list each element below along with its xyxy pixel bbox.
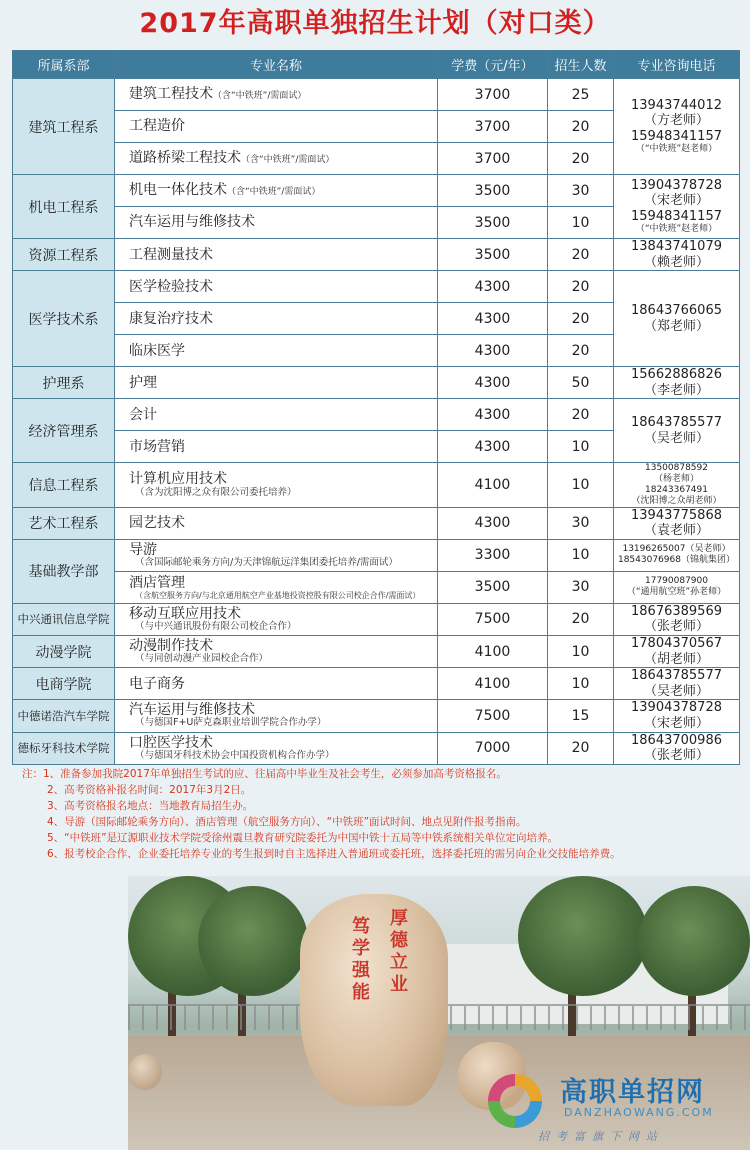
phone-contact: （“中铁班”赵老师） [635, 144, 718, 155]
dept-cell: 经济管理系 [13, 399, 115, 463]
major-cell [115, 603, 438, 635]
phone-line [614, 555, 739, 566]
count-cell: 10 [548, 431, 614, 463]
table-row [13, 399, 740, 431]
count-cell: 30 [548, 571, 614, 603]
major-cell: 园艺技术 [115, 507, 438, 539]
tree [198, 886, 308, 996]
fee-cell: 4300 [438, 271, 548, 303]
table-row [13, 571, 740, 603]
table-row [13, 175, 740, 207]
table-row [13, 603, 740, 635]
phone-contact: （“中铁班”赵老师） [635, 224, 718, 235]
major-subnote: （与同创动漫产业园校企合作） [135, 653, 269, 665]
count-cell: 20 [548, 271, 614, 303]
phone-cell [614, 635, 740, 667]
major-cell: 医学检验技术 [115, 271, 438, 303]
table-row [13, 507, 740, 539]
fee-cell: 3500 [438, 207, 548, 239]
phone-cell [614, 239, 740, 271]
fee-cell: 4100 [438, 463, 548, 507]
major-name: 汽车运用与维修技术 [129, 702, 255, 719]
phone-contact: （吴老师） [685, 544, 731, 555]
fee-cell: 3300 [438, 539, 548, 571]
small-rock [128, 1054, 162, 1090]
count-cell: 20 [548, 399, 614, 431]
fee-cell: 3500 [438, 571, 548, 603]
major-subnote: （含国际邮轮乘务方向/为天津锦航远洋集团委托培养/需面试） [135, 556, 398, 568]
phone-contact: （杨老师） [653, 474, 699, 485]
phone-number: 18643700986 [631, 732, 722, 748]
phone-contact: （李老师） [643, 382, 709, 398]
dept-cell: 护理系 [13, 367, 115, 399]
phone-cell [614, 399, 740, 463]
note-line: 6、报考校企合作、企业委托培养专业的考生报到时自主选择进入普通班或委托班，选择委托班的需另向企业交技能培养费。 [47, 848, 621, 860]
dept-cell: 机电工程系 [13, 175, 115, 239]
count-cell: 25 [548, 79, 614, 111]
fee-cell: 4100 [438, 635, 548, 667]
fee-cell: 4300 [438, 399, 548, 431]
count-cell: 10 [548, 207, 614, 239]
phone-number: 15948341157 [631, 208, 722, 224]
major-cell [115, 79, 438, 111]
major-name: 机电一体化技术 [129, 182, 227, 199]
count-cell: 10 [548, 635, 614, 667]
count-cell: 20 [548, 335, 614, 367]
rock-inscription-left: 笃学强能 [349, 916, 370, 1004]
phone-cell [614, 539, 740, 571]
major-cell: 汽车运用与维修技术 [115, 207, 438, 239]
dept-cell: 中兴通讯信息学院 [13, 603, 115, 635]
major-subnote: （含为沈阳博之众有限公司委托培养） [135, 486, 297, 498]
dept-cell: 电商学院 [13, 668, 115, 700]
phone-cell [614, 603, 740, 635]
site-logo[interactable] [478, 1066, 748, 1150]
fee-cell: 4300 [438, 303, 548, 335]
phone-cell [614, 571, 740, 603]
phone-contact: （郑老师） [643, 318, 709, 334]
major-note: （含“中铁班”/需面试） [241, 155, 335, 166]
dept-cell: 基础教学部 [13, 539, 115, 603]
major-subnote: （与中兴通讯股份有限公司校企合作） [135, 620, 297, 632]
logo-name: 高职单招网 [560, 1077, 705, 1108]
dept-cell: 动漫学院 [13, 635, 115, 667]
rock-inscription-right: 厚德立业 [387, 908, 408, 996]
major-cell: 工程测量技术 [115, 239, 438, 271]
table-row [13, 700, 740, 732]
phone-number: 18643785577 [631, 668, 722, 684]
table-row [13, 539, 740, 571]
header-count: 招生人数 [548, 51, 614, 79]
phone-contact: （方老师） [643, 113, 709, 129]
count-cell: 30 [548, 507, 614, 539]
phone-number: 17790087900 [645, 576, 708, 587]
phone-number: 13843741079 [631, 239, 722, 254]
major-name: 道路桥梁工程技术 [129, 150, 241, 167]
major-cell: 电子商务 [115, 668, 438, 700]
phone-number: 18643785577 [631, 415, 722, 431]
note-line: 3、高考资格报名地点：当地教育局招生办。 [47, 800, 254, 812]
tree [638, 886, 750, 996]
dept-cell: 医学技术系 [13, 271, 115, 367]
phone-number: 15948341157 [631, 128, 722, 144]
major-name: 移动互联应用技术 [129, 605, 241, 622]
note-line: 2、高考资格补报名时间：2017年3月2日。 [47, 784, 252, 796]
logo-slogan: 招考富旗下网站 [538, 1130, 664, 1143]
fee-cell: 3700 [438, 143, 548, 175]
table-row [13, 79, 740, 111]
major-note: （含“中铁班”/需面试） [227, 187, 321, 198]
major-name: 酒店管理 [129, 574, 185, 591]
major-name: 建筑工程技术 [129, 86, 213, 103]
table-row [13, 732, 740, 764]
major-cell [115, 700, 438, 732]
phone-cell [614, 507, 740, 539]
dept-cell: 中德诺浩汽车学院 [13, 700, 115, 732]
logo-domain: DANZHAOWANG.COM [564, 1106, 714, 1119]
major-name: 计算机应用技术 [129, 471, 227, 488]
phone-cell [614, 463, 740, 507]
count-cell: 30 [548, 175, 614, 207]
phone-cell [614, 175, 740, 239]
phone-contact: （吴老师） [643, 683, 709, 699]
major-cell [115, 635, 438, 667]
header-fee: 学费（元/年） [438, 51, 548, 79]
major-name: 动漫制作技术 [129, 638, 213, 655]
count-cell: 20 [548, 303, 614, 335]
phone-number: 13196265007 [622, 544, 686, 555]
major-cell: 会计 [115, 399, 438, 431]
phone-contact: （吴老师） [643, 430, 709, 446]
phone-cell [614, 732, 740, 764]
phone-number: 18676389569 [631, 603, 722, 619]
swirl-logo-icon [484, 1070, 546, 1132]
dept-cell: 艺术工程系 [13, 507, 115, 539]
count-cell: 50 [548, 367, 614, 399]
phone-number: 15662886826 [631, 367, 722, 383]
major-subnote: （含航空服务方向/与北京通用航空产业基地投资控股有限公司校企合作/需面试） [135, 590, 421, 600]
phone-cell [614, 271, 740, 367]
major-cell: 市场营销 [115, 431, 438, 463]
phone-number: 13904378728 [631, 177, 722, 193]
major-cell [115, 571, 438, 603]
inscribed-rock [300, 894, 448, 1106]
phone-cell [614, 79, 740, 175]
dept-cell: 德标牙科技术学院 [13, 732, 115, 764]
count-cell: 20 [548, 111, 614, 143]
phone-cell [614, 367, 740, 399]
fee-cell: 4100 [438, 668, 548, 700]
count-cell: 20 [548, 603, 614, 635]
major-cell [115, 175, 438, 207]
phone-cell [614, 700, 740, 732]
tree [518, 876, 648, 996]
phone-number: 13943775868 [631, 507, 722, 523]
phone-contact: （“通用航空班”孙老师） [626, 587, 727, 598]
note-line: 注：1、准备参加我院2017年单独招生考试的应、往届高中毕业生及社会考生，必须参加高考资格报名。 [22, 768, 507, 780]
phone-number: 13904378728 [631, 700, 722, 716]
table-row [13, 668, 740, 700]
phone-contact: （沈阳博之众胡老师） [631, 495, 722, 506]
phone-number: 13943744012 [631, 97, 722, 113]
page-title: 2017年高职单独招生计划（对口类） [139, 8, 611, 39]
fee-cell: 3700 [438, 111, 548, 143]
header-phone: 专业咨询电话 [614, 51, 740, 79]
table-row [13, 239, 740, 271]
count-cell: 20 [548, 143, 614, 175]
major-cell: 护理 [115, 367, 438, 399]
major-cell: 工程造价 [115, 111, 438, 143]
note-line: 4、导游（国际邮轮乘务方向）、酒店管理（航空服务方向）、“中铁班”面试时间、地点见附件报考指南。 [47, 816, 527, 828]
phone-number: 18543076968 [617, 555, 681, 566]
count-cell: 10 [548, 539, 614, 571]
phone-cell [614, 668, 740, 700]
fee-cell: 4300 [438, 507, 548, 539]
phone-number: 17804370567 [631, 635, 722, 651]
fee-cell: 3500 [438, 175, 548, 207]
fee-cell: 4300 [438, 367, 548, 399]
dept-cell: 建筑工程系 [13, 79, 115, 175]
phone-contact: （宋老师） [643, 715, 709, 731]
dept-cell: 信息工程系 [13, 463, 115, 507]
major-cell [115, 463, 438, 507]
major-cell [115, 143, 438, 175]
major-name: 口腔医学技术 [129, 734, 213, 751]
phone-line [614, 544, 739, 555]
fee-cell: 4300 [438, 431, 548, 463]
count-cell: 20 [548, 732, 614, 764]
count-cell: 10 [548, 668, 614, 700]
major-subnote: （与德国牙科技术协会中国投资机构合作办学） [135, 749, 335, 761]
fee-cell: 3500 [438, 239, 548, 271]
phone-contact: （袁老师） [643, 523, 709, 539]
phone-contact: （赖老师） [643, 254, 709, 270]
fee-cell: 3700 [438, 79, 548, 111]
table-row [13, 463, 740, 507]
table-row [13, 271, 740, 303]
major-name: 导游 [129, 541, 157, 558]
count-cell: 20 [548, 239, 614, 271]
table-row [13, 367, 740, 399]
dept-cell: 资源工程系 [13, 239, 115, 271]
fee-cell: 7500 [438, 603, 548, 635]
phone-contact: （宋老师） [643, 193, 709, 209]
major-cell [115, 539, 438, 571]
count-cell: 15 [548, 700, 614, 732]
fee-cell: 4300 [438, 335, 548, 367]
phone-number: 18243367491 [645, 484, 708, 495]
fee-cell: 7000 [438, 732, 548, 764]
major-cell: 康复治疗技术 [115, 303, 438, 335]
phone-contact: （锦航集团） [680, 555, 735, 566]
major-subnote: （与德国F+U萨克森职业培训学院合作办学） [135, 717, 327, 729]
phone-contact: （胡老师） [643, 651, 709, 667]
major-cell: 临床医学 [115, 335, 438, 367]
phone-contact: （张老师） [643, 619, 709, 635]
count-cell: 10 [548, 463, 614, 507]
enrollment-table [12, 50, 740, 765]
phone-number: 18643766065 [631, 303, 722, 319]
fee-cell: 7500 [438, 700, 548, 732]
header-major: 专业名称 [115, 51, 438, 79]
phone-contact: （张老师） [643, 748, 709, 764]
note-line: 5、“中铁班”是辽源职业技术学院受徐州震旦教育研究院委托为中国中铁十五局等中铁系统相关单位定向培养。 [47, 832, 559, 844]
major-cell [115, 732, 438, 764]
notes-block [22, 766, 742, 862]
table-header-row [13, 51, 740, 79]
major-note: （含“中铁班”/需面试） [213, 91, 307, 102]
header-dept: 所属系部 [13, 51, 115, 79]
table-row [13, 635, 740, 667]
phone-number: 13500878592 [645, 463, 708, 474]
